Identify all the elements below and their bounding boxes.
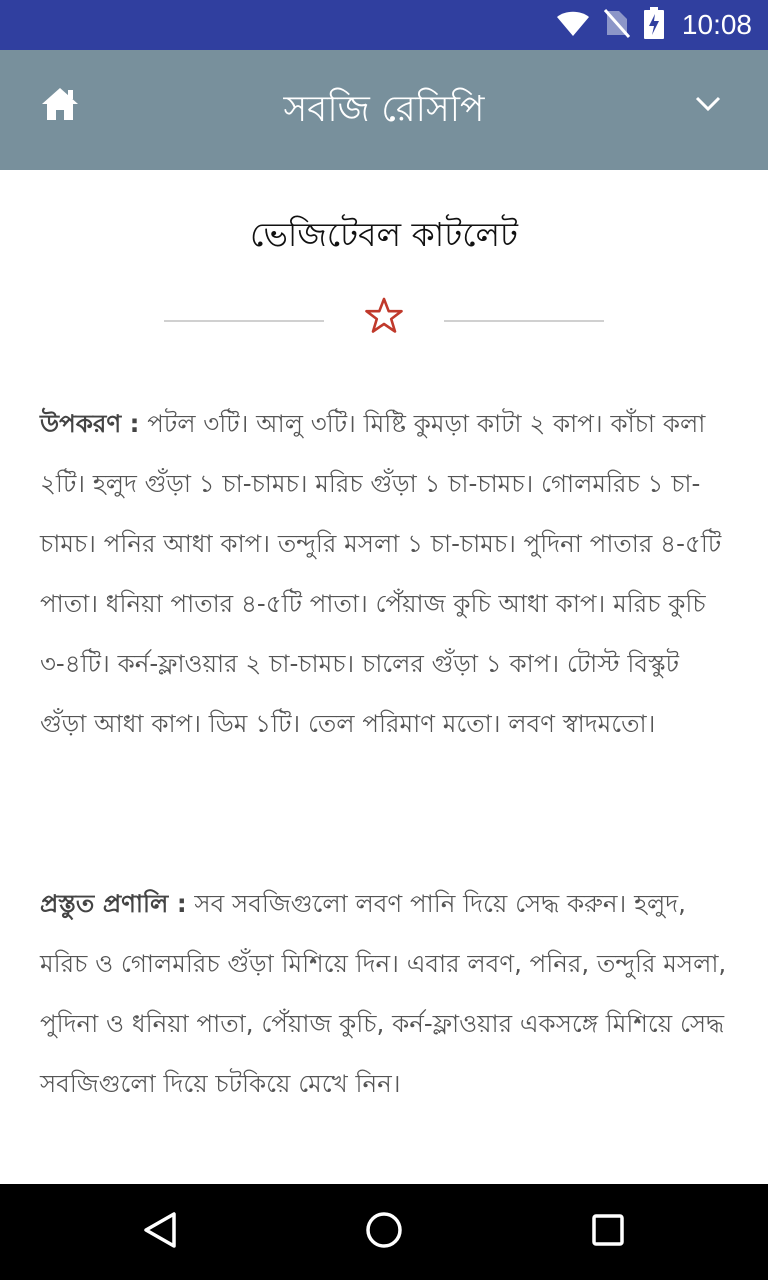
divider-right: [444, 320, 604, 322]
status-time: 10:08: [681, 9, 752, 40]
chevron-down-icon: [694, 95, 722, 117]
back-icon: [140, 1210, 180, 1254]
navigation-bar: [0, 1184, 768, 1280]
ingredients-text: পটল ৩টি। আলু ৩টি। মিষ্টি কুমড়া কাটা ২ কাপ। কাঁচা কলা ২টি। হলুদ গুঁড়া ১ চা-চামচ। মরিচ গুঁড়া ১ চা-চামচ। গোলমরিচ ১ চা-চামচ। পনির আধা কাপ। তন্দুরি মসলা ১ চা-চামচ। পুদিনা পাতার ৪-৫টি পাতা। ধনিয়া পাতার ৪-৫টি পাতা। পেঁয়াজ কুচি আধা কাপ। মরিচ কুচি ৩-৪টি। কর্ন-ফ্লাওয়ার ২ চা-চামচ। চালের গুঁড়া ১ কাপ। টোস্ট বিস্কুট গুঁড়া আধা কাপ। ডিম ১টি। তেল পরিমাণ মতো। লবণ স্বাদমতো।: [40, 409, 722, 738]
divider-left: [164, 320, 324, 322]
wifi-icon: [556, 9, 590, 41]
home-icon: [40, 86, 80, 126]
recipe-content[interactable]: [0, 170, 768, 1184]
app-bar: [0, 50, 768, 170]
home-button[interactable]: [38, 86, 82, 126]
recipe-title: ভেজিটেবল কাটলেট: [249, 215, 519, 254]
status-icons: [556, 0, 752, 50]
method-paragraph: [40, 874, 728, 1114]
nav-home-button[interactable]: [360, 1208, 408, 1256]
app-title: সবজি রেসিপি: [283, 89, 485, 130]
status-bar: [0, 0, 768, 50]
recents-icon: [588, 1210, 628, 1254]
no-sim-icon: [604, 8, 630, 42]
star-outline-icon: [364, 321, 404, 340]
ingredients-label: উপকরণ :: [40, 409, 140, 438]
battery-charging-icon: [644, 7, 664, 43]
nav-back-button[interactable]: [136, 1208, 184, 1256]
ingredients-paragraph: [40, 394, 728, 754]
favorite-star-button[interactable]: [364, 296, 404, 336]
home-circle-icon: [364, 1210, 404, 1254]
method-text: সব সবজিগুলো লবণ পানি দিয়ে সেদ্ধ করুন। হলুদ, মরিচ ও গোলমরিচ গুঁড়া মিশিয়ে দিন। এবার লবণ, পনির, তন্দুরি মসলা, পুদিনা ও ধনিয়া পাতা, পেঁয়াজ কুচি, কর্ন-ফ্লাওয়ার একসঙ্গে মিশিয়ে সেদ্ধ সবজিগুলো দিয়ে চটকিয়ে মেখে নিন।: [40, 889, 727, 1098]
nav-recents-button[interactable]: [584, 1208, 632, 1256]
method-label: প্রস্তুত প্রণালি :: [40, 889, 187, 918]
menu-dropdown-button[interactable]: [688, 88, 728, 124]
